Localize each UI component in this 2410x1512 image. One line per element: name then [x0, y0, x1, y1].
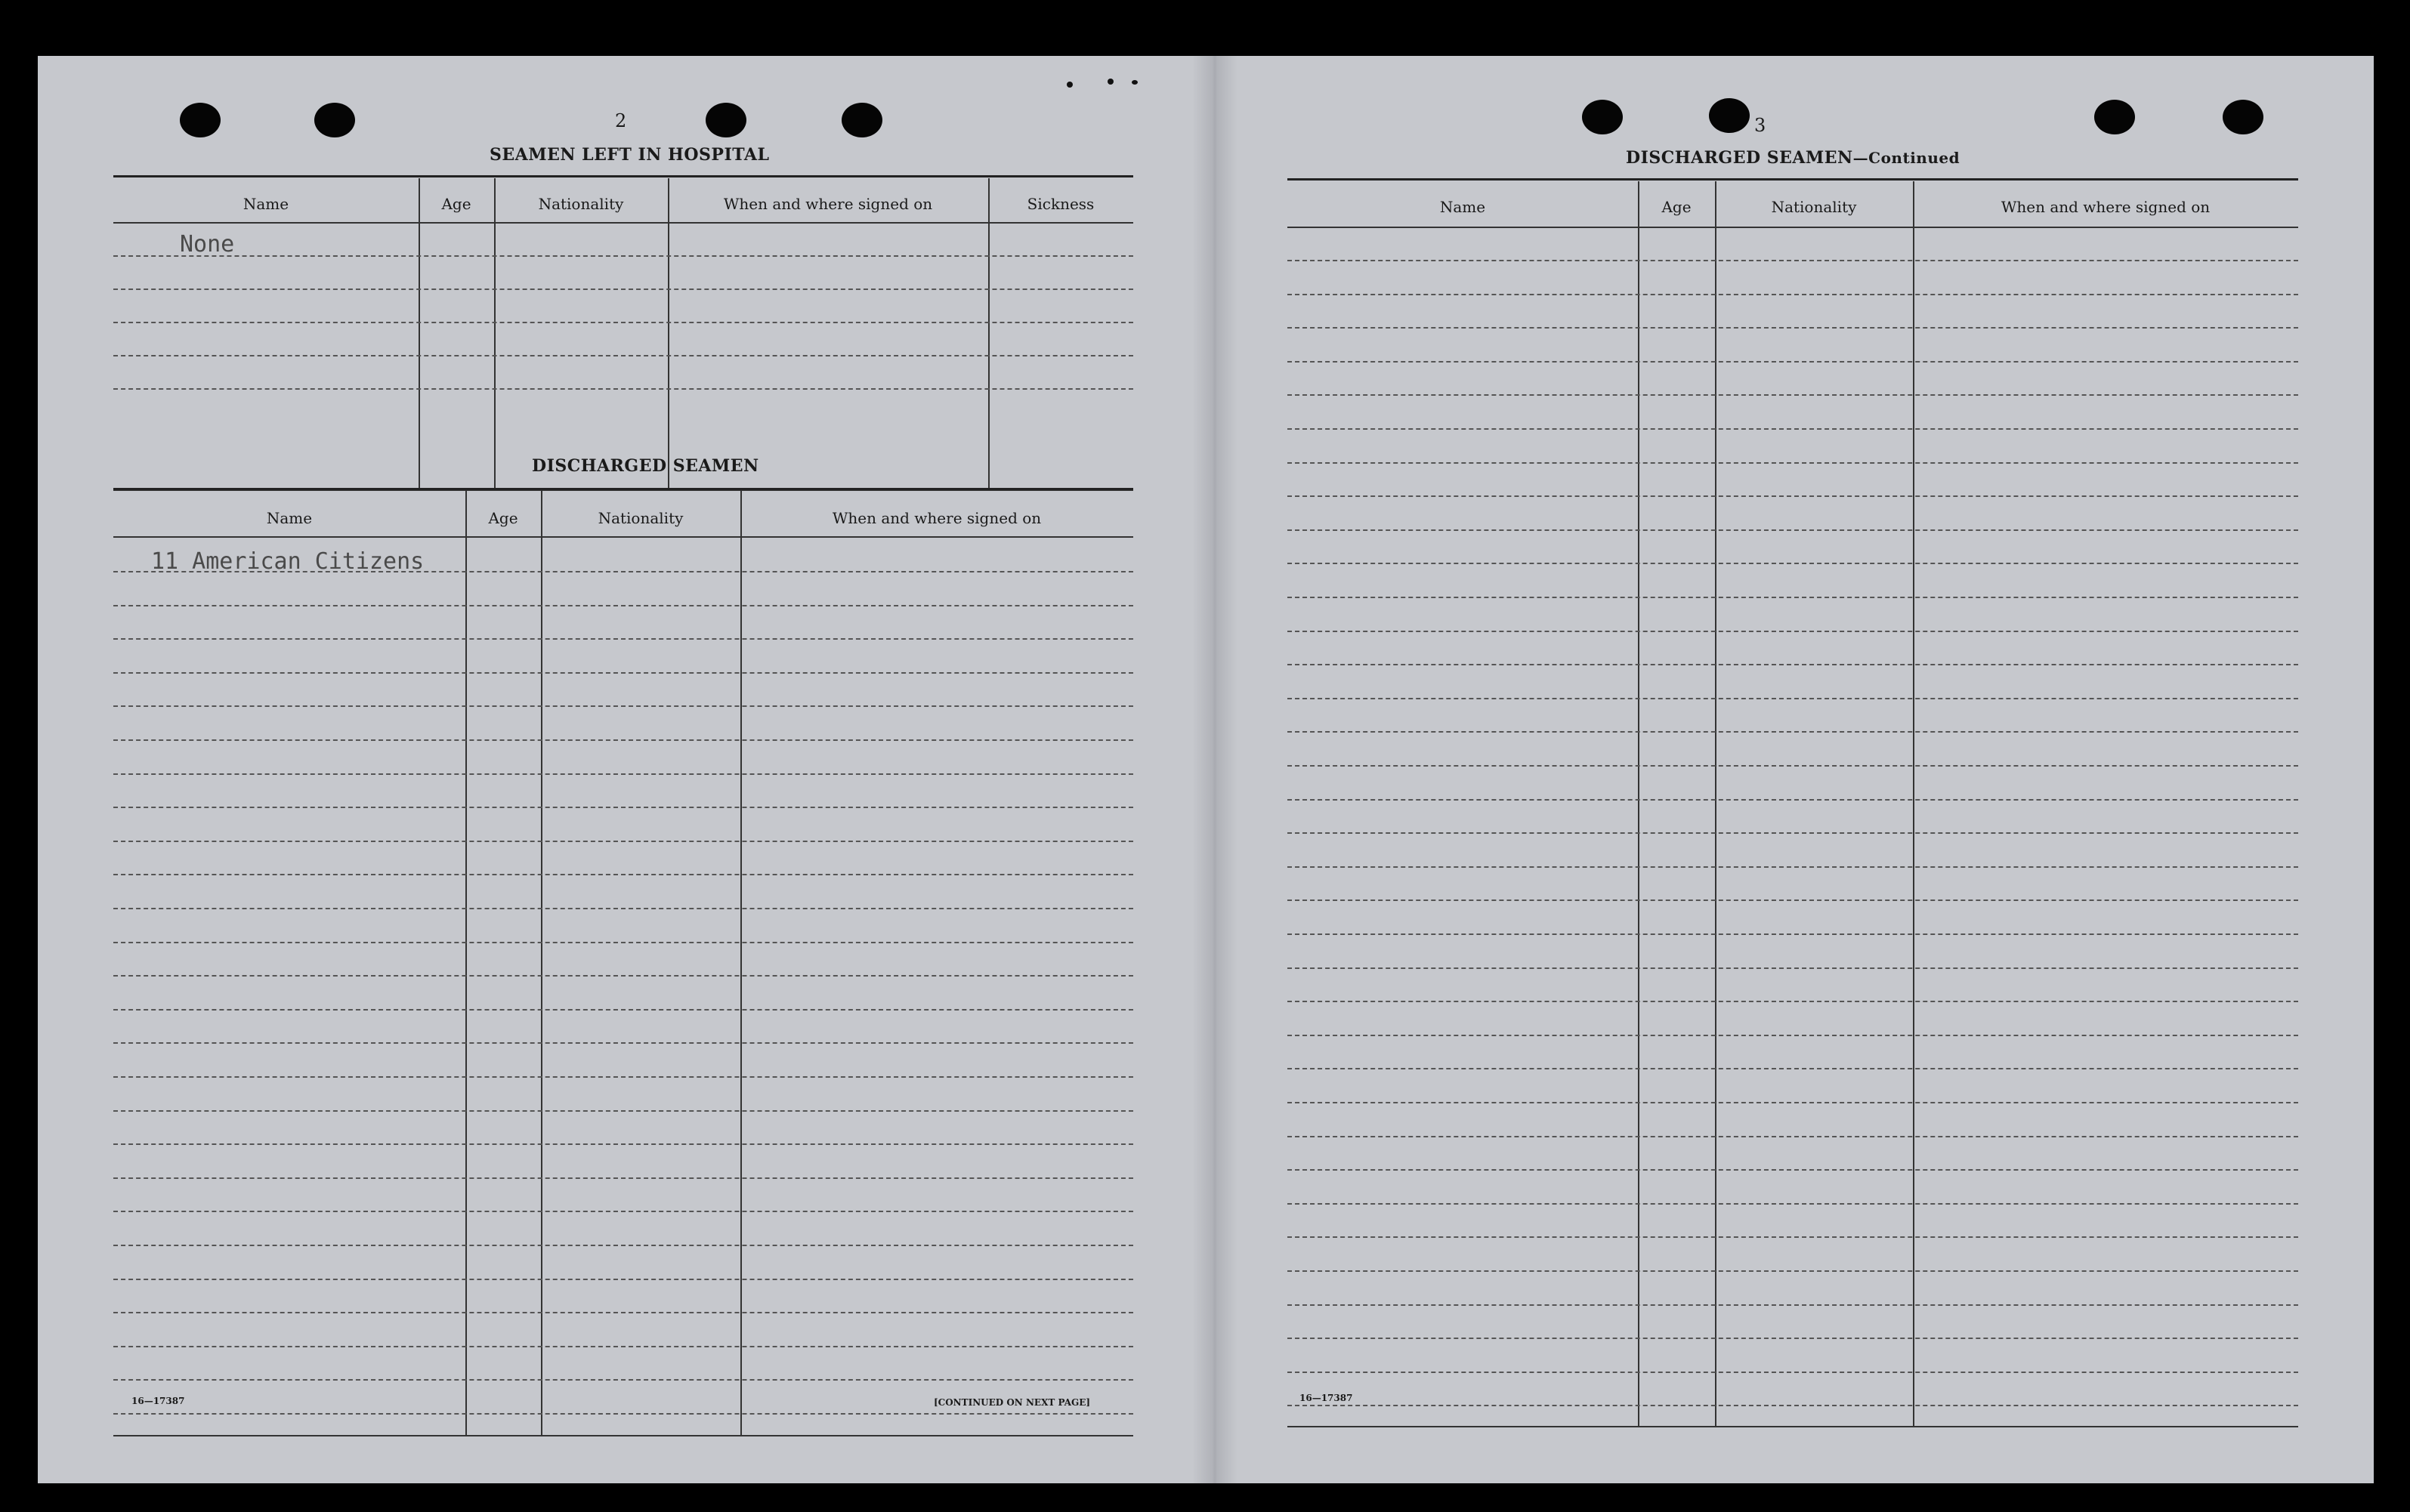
- row-line: [113, 322, 1133, 323]
- column-divider: [419, 178, 420, 489]
- column-header-age: Age: [1661, 198, 1692, 216]
- page-number: 3: [1754, 115, 1766, 136]
- row-line: [113, 1413, 1133, 1415]
- punch-hole: [706, 103, 746, 137]
- column-divider: [465, 491, 467, 1435]
- row-line: [1287, 1001, 2298, 1002]
- discharged-continued-title: [1626, 148, 1960, 168]
- row-line: [1287, 866, 2298, 868]
- ink-speck: [1108, 79, 1114, 85]
- row-line: [1287, 698, 2298, 699]
- column-header-age: Age: [441, 195, 471, 213]
- column-divider: [740, 491, 742, 1435]
- hospital-entry: None: [180, 231, 235, 258]
- punch-hole: [1709, 98, 1750, 133]
- row-line: [1287, 1102, 2298, 1103]
- row-line: [1287, 664, 2298, 665]
- row-line: [1287, 1372, 2298, 1373]
- document-sheet: [38, 56, 2374, 1483]
- row-line: [113, 841, 1133, 842]
- row-line: [1287, 899, 2298, 901]
- row-line: [1287, 1270, 2298, 1272]
- form-number: 16—17387: [1299, 1393, 1353, 1403]
- row-line: [113, 1042, 1133, 1044]
- row-line: [113, 1312, 1133, 1313]
- row-line: [113, 638, 1133, 640]
- header-rule: [113, 536, 1133, 538]
- column-header-nationality: Nationality: [538, 195, 624, 213]
- row-line: [1287, 394, 2298, 396]
- column-header-signed-on: When and where signed on: [2001, 198, 2211, 216]
- table-bottom-rule: [113, 1435, 1133, 1436]
- table-top-rule: [113, 488, 1133, 490]
- row-line: [1287, 1338, 2298, 1339]
- discharged-entry: 11 American Citizens: [151, 548, 425, 575]
- row-line: [1287, 731, 2298, 733]
- row-line: [113, 1245, 1133, 1246]
- row-line: [113, 388, 1133, 390]
- hospital-table: [113, 175, 1133, 492]
- column-header-signed-on: When and where signed on: [832, 509, 1042, 527]
- discharged-continued-table: [1287, 178, 2298, 1432]
- row-line: [1287, 1136, 2298, 1137]
- row-line: [113, 739, 1133, 741]
- row-line: [1287, 1405, 2298, 1406]
- row-line: [113, 289, 1133, 290]
- row-line: [1287, 597, 2298, 598]
- page-number: 2: [615, 110, 627, 131]
- column-divider: [494, 178, 496, 489]
- row-line: [113, 1143, 1133, 1145]
- row-line: [113, 807, 1133, 808]
- discharged-section-title: DISCHARGED SEAMEN: [532, 456, 759, 476]
- row-line: [1287, 1236, 2298, 1238]
- punch-hole: [2223, 100, 2263, 134]
- column-header-name: Name: [266, 509, 313, 527]
- section-title-suffix: —Continued: [1852, 149, 1960, 167]
- row-line: [113, 605, 1133, 606]
- row-line: [1287, 765, 2298, 767]
- row-line: [113, 908, 1133, 909]
- row-line: [1287, 428, 2298, 430]
- column-header-sickness: Sickness: [1027, 195, 1095, 213]
- row-line: [113, 1379, 1133, 1381]
- column-divider: [668, 178, 669, 489]
- row-line: [1287, 529, 2298, 531]
- row-line: [1287, 933, 2298, 935]
- table-top-rule: [113, 175, 1133, 177]
- row-line: [113, 1076, 1133, 1078]
- row-line: [1287, 361, 2298, 363]
- row-line: [1287, 1203, 2298, 1205]
- row-line: [1287, 832, 2298, 834]
- row-line: [113, 1110, 1133, 1112]
- row-line: [1287, 260, 2298, 261]
- section-title-main: DISCHARGED SEAMEN: [1626, 148, 1853, 168]
- column-header-nationality: Nationality: [598, 509, 684, 527]
- row-line: [113, 975, 1133, 977]
- row-line: [1287, 799, 2298, 801]
- row-line: [113, 705, 1133, 707]
- column-header-name: Name: [1439, 198, 1486, 216]
- row-line: [113, 1279, 1133, 1280]
- column-header-nationality: Nationality: [1771, 198, 1857, 216]
- table-top-rule: [1287, 178, 2298, 181]
- row-line: [1287, 294, 2298, 295]
- row-line: [1287, 1304, 2298, 1306]
- column-divider: [988, 178, 990, 489]
- row-line: [1287, 967, 2298, 969]
- punch-hole: [180, 103, 221, 137]
- punch-hole: [2094, 100, 2135, 134]
- row-line: [1287, 327, 2298, 329]
- row-line: [113, 874, 1133, 875]
- column-divider: [1715, 181, 1716, 1427]
- column-divider: [1913, 181, 1914, 1427]
- header-rule: [113, 222, 1133, 224]
- row-line: [113, 942, 1133, 943]
- row-line: [1287, 1035, 2298, 1036]
- header-rule: [1287, 227, 2298, 228]
- form-number: 16—17387: [131, 1396, 185, 1406]
- left-page: [38, 56, 1216, 1483]
- discharged-table: [113, 488, 1133, 1432]
- column-header-signed-on: When and where signed on: [723, 195, 933, 213]
- punch-hole: [314, 103, 355, 137]
- column-header-name: Name: [243, 195, 289, 213]
- punch-hole: [1582, 100, 1623, 134]
- column-header-age: Age: [488, 509, 518, 527]
- row-line: [1287, 1068, 2298, 1069]
- column-divider: [1638, 181, 1639, 1427]
- ink-speck: [1132, 80, 1138, 85]
- right-page: [1224, 56, 2374, 1483]
- row-line: [1287, 631, 2298, 632]
- row-line: [113, 1177, 1133, 1179]
- row-line: [113, 255, 1133, 257]
- row-line: [113, 355, 1133, 356]
- table-bottom-rule: [1287, 1426, 2298, 1427]
- punch-hole: [842, 103, 882, 137]
- row-line: [1287, 462, 2298, 464]
- continued-note: [CONTINUED ON NEXT PAGE]: [934, 1397, 1091, 1408]
- ink-speck: [1067, 82, 1073, 88]
- row-line: [113, 1211, 1133, 1212]
- column-divider: [541, 491, 542, 1435]
- row-line: [113, 672, 1133, 674]
- hospital-section-title: SEAMEN LEFT IN HOSPITAL: [490, 145, 770, 165]
- row-line: [113, 773, 1133, 775]
- row-line: [1287, 563, 2298, 564]
- row-line: [1287, 1169, 2298, 1171]
- row-line: [113, 1346, 1133, 1347]
- row-line: [1287, 495, 2298, 497]
- row-line: [113, 1009, 1133, 1011]
